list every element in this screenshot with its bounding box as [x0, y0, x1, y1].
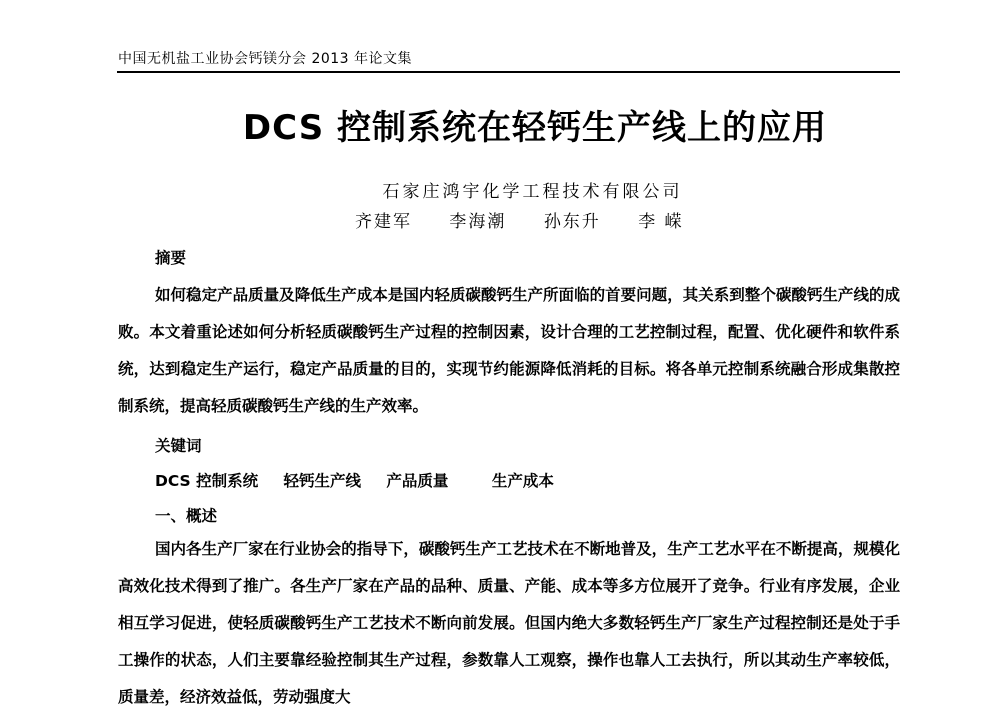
keyword: DCS 控制系统: [155, 472, 259, 490]
keywords-heading: 关键词: [155, 437, 202, 455]
abstract-heading: 摘要: [155, 249, 187, 267]
header-rule: [117, 71, 900, 73]
section-heading: 一、概述: [155, 507, 218, 525]
keyword-list: [155, 469, 574, 491]
paper-title: DCS 控制系统在轻钙生产线上的应用: [242, 108, 828, 148]
author-name: 孙东升: [543, 212, 601, 232]
keyword: 产品质量: [386, 472, 449, 490]
author-name: 齐建军: [355, 212, 412, 232]
abstract-text: 如何稳定产品质量及降低生产成本是国内轻质碳酸钙生产所面临的首要问题，其关系到整个碳酸钙生产线的成败。本文着重论述如何分析轻质碳酸钙生产过程的控制因素，设计合理的工艺控制过程，配置、优化硬件和软件系统，达到稳定生产运行，稳定产品质量的目的，实现节约能源降低消耗的目标。将各单元控制系统融合形成集散控制系统，提高轻质碳酸钙生产线的生产效率。: [118, 286, 900, 415]
author-list: [355, 207, 684, 232]
running-head: 中国无机盐工业协会钙镁分会 2013 年论文集: [118, 51, 413, 67]
affiliation: 石家庄鸿宇化学工程技术有限公司: [382, 182, 683, 202]
author-name: 李海潮: [449, 212, 507, 232]
section-body-text: 国内各生产厂家在行业协会的指导下，碳酸钙生产工艺技术在不断地普及，生产工艺水平在不断提高，规模化高效化技术得到了推广。各生产厂家在产品的品种、质量、产能、成本等多方位展开了竞争。行业有序发展，企业相互学习促进，使轻质碳酸钙生产工艺技术不断向前发展。但国内绝大多数轻钙生产厂家生产过程控制还是处于手工操作的状态，人们主要靠经验控制其生产过程，参数靠人工观察，操作也靠人工去执行，所以其动生产率较低，质量差，经济效益低，劳动强度大: [118, 540, 900, 706]
author-name: 李 嵘: [638, 212, 684, 232]
keyword: 生产成本: [491, 472, 554, 490]
keyword: 轻钙生产线: [283, 472, 362, 490]
